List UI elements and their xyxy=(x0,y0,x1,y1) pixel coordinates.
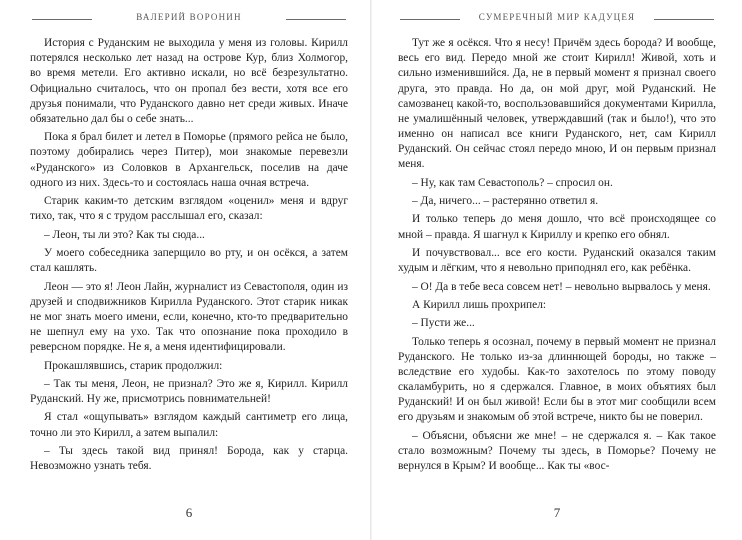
running-head-title: СУМЕРЕЧНЫЙ МИР КАДУЦЕЯ xyxy=(478,12,636,22)
running-head-title: ВАЛЕРИЙ ВОРОНИН xyxy=(136,12,242,22)
paragraph: Леон — это я! Леон Лайн, журналист из Севастополя, один из друзей и сподвижников Кирилла Руданского. Этот старик никак не мог знать моего имени, если, конечно, кто-то предварительно не шепнул ему на ухо. Так что опознание пока проходило в реверсном порядке. Не я, а меня идентифицировали. xyxy=(30,280,348,354)
dialogue-line: – О! Да в тебе веса совсем нет! – невольно вырвалось у меня. xyxy=(412,280,711,293)
paragraph: И почувствовал... все его кости. Руданский оказался таким худым и лёгким, что я невольно приподнял его, как ребёнка. xyxy=(398,246,716,275)
dialogue-line: – Пусти же... xyxy=(412,317,475,330)
header-rule-right xyxy=(286,19,346,20)
right-page xyxy=(398,0,716,540)
paragraph: История с Руданским не выходила у меня из головы. Кирилл потерялся несколько лет назад на острове Кур, близ Холмогор, во время метели. Его активно искали, но всё безрезультатно. Официально считалось, что он пропал без вести, хотя все его друзья понимали, что Руданского давно нет среди живых. Иначе обязательно дал бы о себе знать... xyxy=(30,37,348,125)
paragraph: А Кирилл лишь прохрипел: xyxy=(412,298,547,311)
dialogue-line: – Так ты меня, Леон, не признал? Это же я, Кирилл. Кирилл Руданский. Ну же, присмотрись повнимательней! xyxy=(30,377,348,406)
paragraph: Тут же я осёкся. Что я несу! Причём здесь борода? И вообще, весь его вид. Передо мной же стоит Кирилл! Живой, хоть и сильно изменившийся. Да, не в первый момент я признал своего друга, это правда. Но да, он мой друг, мой Руданский. Не самозванец какой-то, воспользовавшийся документами Кирилла, не умалишённый человек, утверждавший (так и было!), что это именно он написал все книги Руданского, нет, сам Кирилл Руданский. Он сейчас стоял передо мною, И он первым признал меня. xyxy=(398,37,716,171)
paragraph: Старик каким-то детским взглядом «оценил» меня и вдруг тихо, так, что я с трудом расслышал его, сказал: xyxy=(30,195,348,223)
book-gutter xyxy=(370,0,372,540)
page-body xyxy=(398,36,716,478)
paragraph: Пока я брал билет и летел в Поморье (прямого рейса не было, поэтому добирались через Питер), мои знакомые перевезли «Руданского» из Соловков в Архангельск, поселив на даче одного из них. Здесь-то и состоялась наша очная встреча. xyxy=(30,131,348,189)
paragraph: У моего собеседника заперщило во рту, и он осёкся, а затем стал кашлять. xyxy=(30,246,348,275)
paragraph: Я стал «ощупывать» взглядом каждый сантиметр его лица, точно ли это Кирилл, а затем выпалил: xyxy=(30,411,348,439)
left-page xyxy=(30,0,348,540)
dialogue-line: – Ты здесь такой вид принял! Борода, как у старца. Невозможно узнать тебя. xyxy=(30,444,348,473)
running-head xyxy=(398,8,716,30)
paragraph: Прокашлявшись, старик продолжил: xyxy=(44,359,223,372)
header-rule-right xyxy=(654,19,714,20)
paragraph: Только теперь я осознал, почему в первый момент не признал Руданского. Не только из-за длиннющей бороды, но также – вследствие его худобы. Как-то захотелось по этому поводу скаламбурить, но я сдержался. Главное, в моих объятиях был Руданский! И он был живой! Если бы в этот миг сообщили всем его друзьям и знакомым об этой встрече, никто бы не поверил. xyxy=(398,335,716,424)
dialogue-line: – Да, ничего... – растерянно ответил я. xyxy=(412,195,599,208)
page-number: 6 xyxy=(185,505,193,520)
dialogue-line: – Ну, как там Севастополь? – спросил он. xyxy=(412,176,613,189)
dialogue-line: – Леон, ты ли это? Как ты сюда... xyxy=(44,228,205,241)
paragraph: И только теперь до меня дошло, что всё происходящее со мной – правда. Я шагнул к Кириллу и крепко его обнял. xyxy=(398,213,716,241)
dialogue-line: – Объясни, объясни же мне! – не сдержался я. – Как такое стало возможным? Почему ты здесь, в Поморье? Почему не вернулся в Крым? И вообще... Как ты «вос- xyxy=(398,429,716,473)
page-body xyxy=(30,36,348,478)
running-head xyxy=(30,8,348,30)
page-number: 7 xyxy=(553,505,561,520)
